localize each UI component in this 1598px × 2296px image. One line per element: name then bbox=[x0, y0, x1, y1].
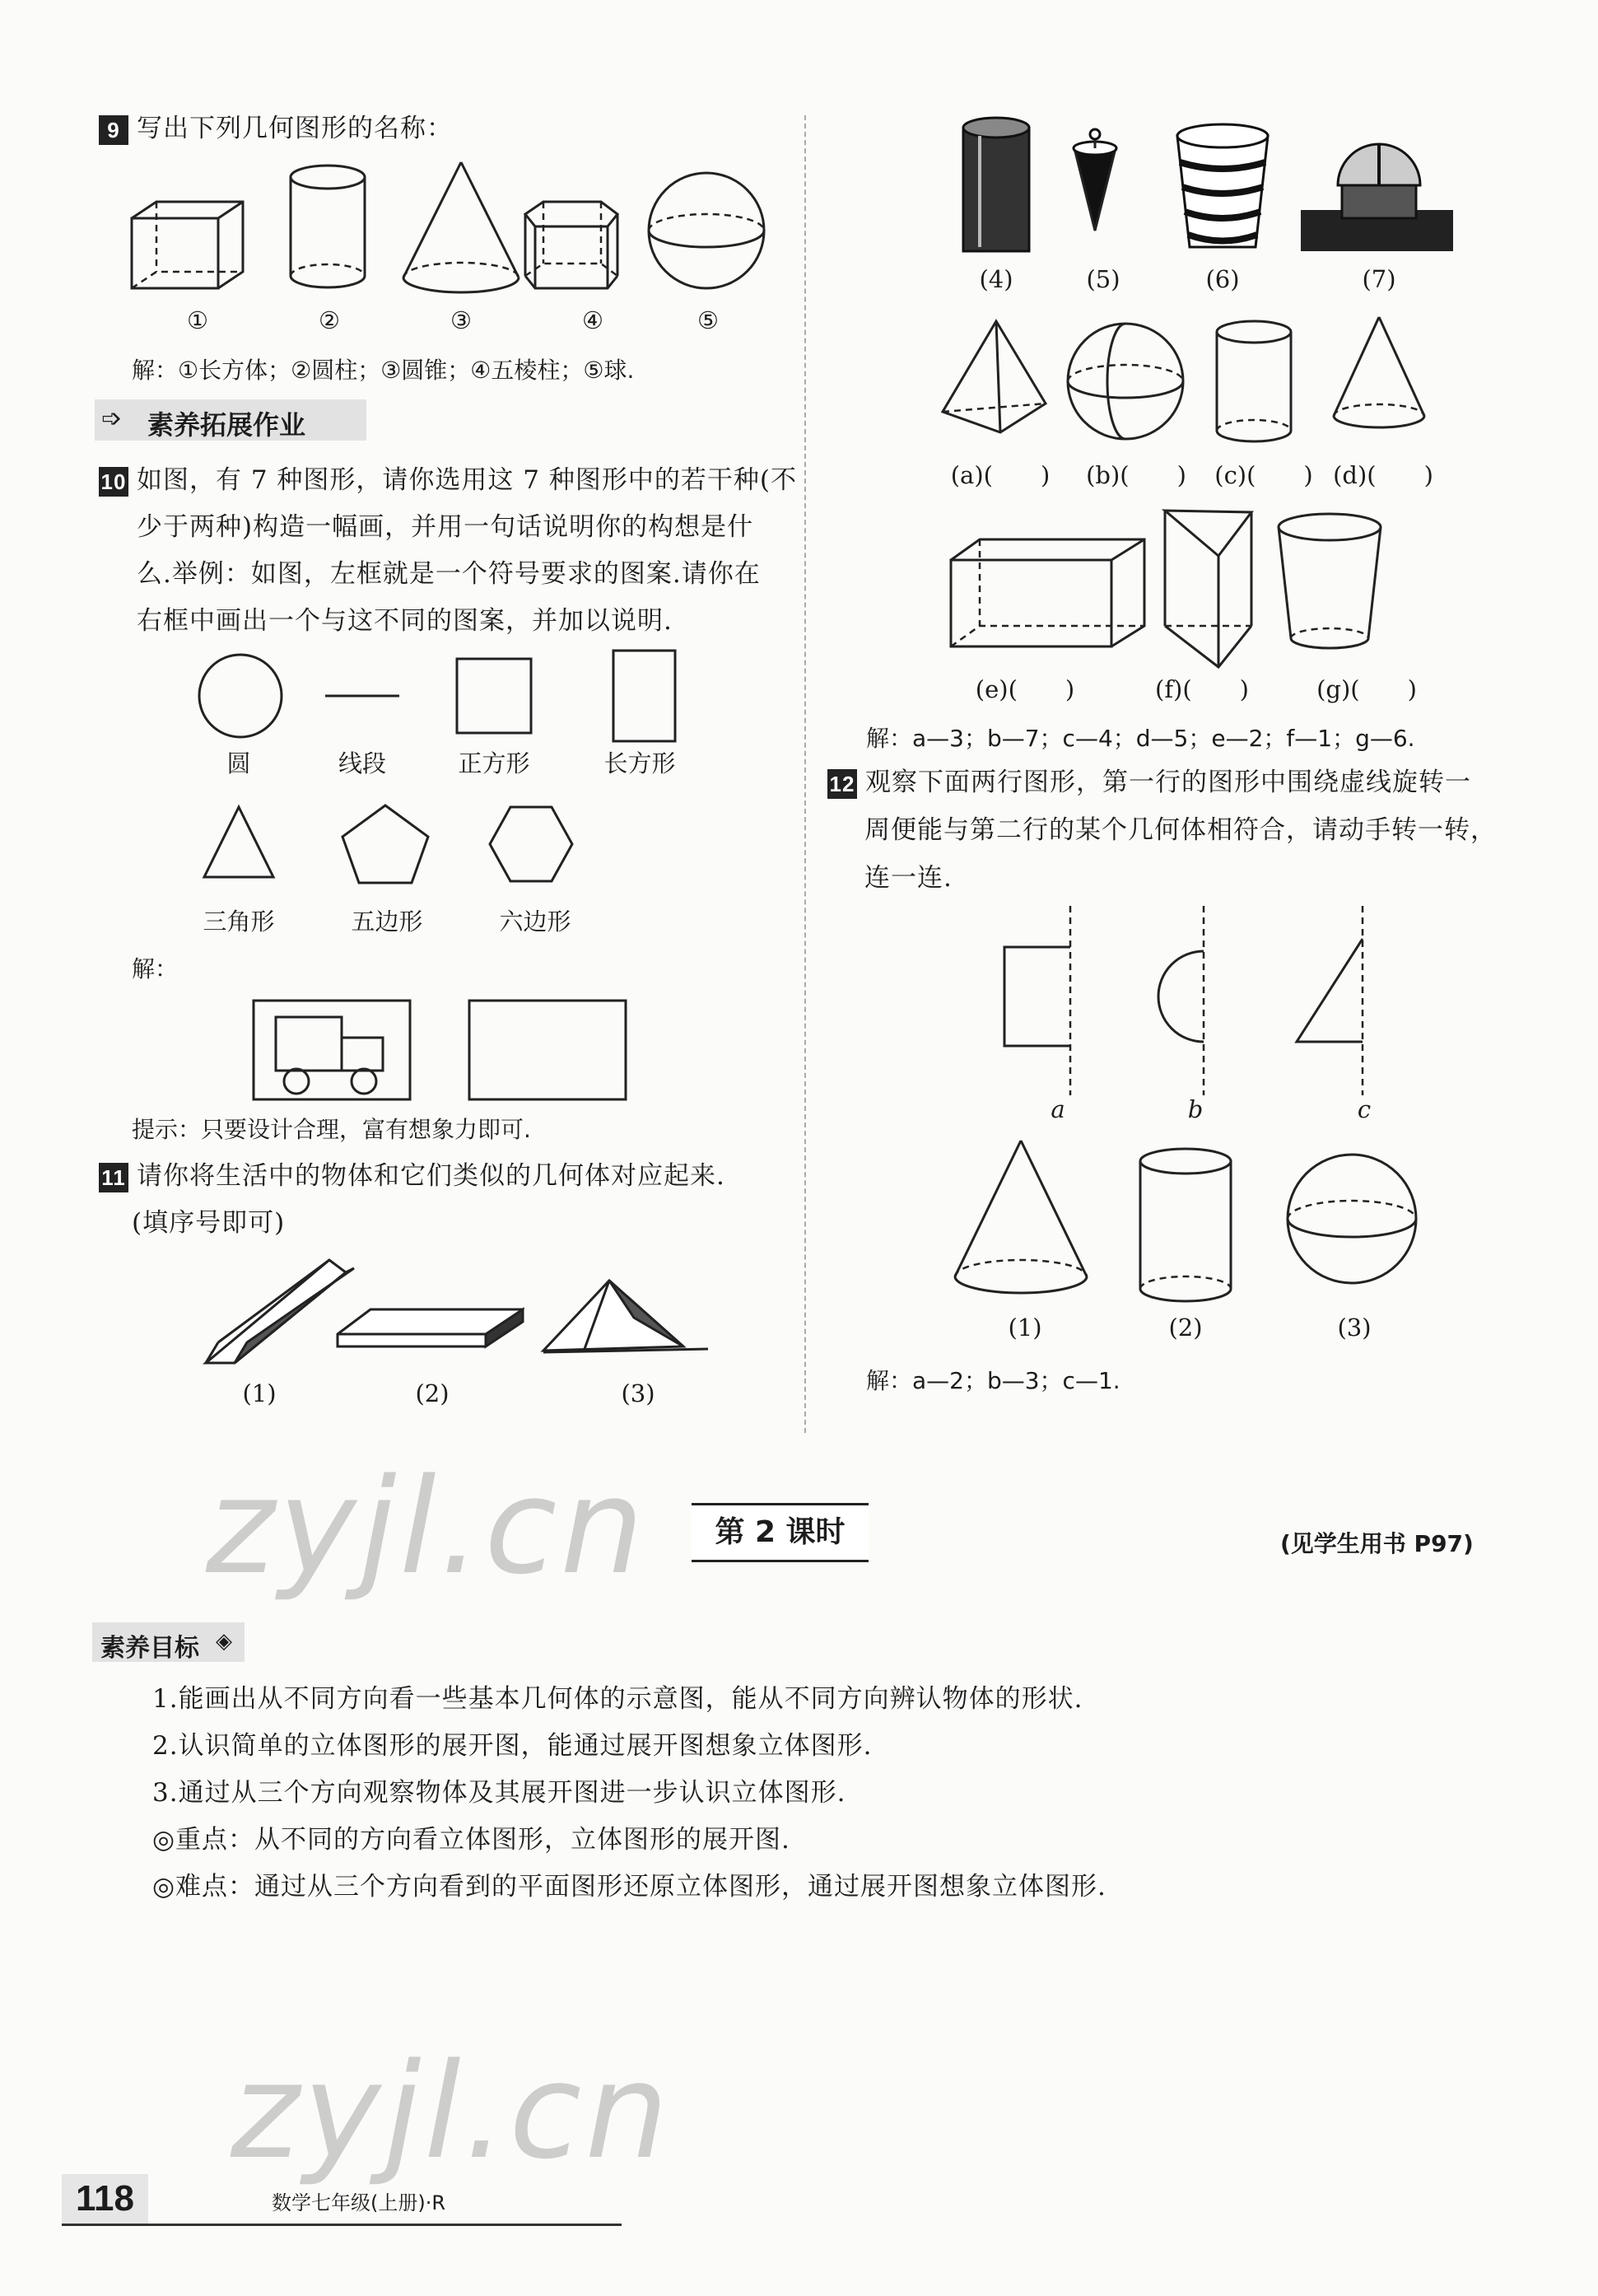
cone-figure bbox=[403, 162, 519, 292]
cone-solid bbox=[955, 1141, 1087, 1293]
q12-line-2: 周便能与第二行的某个几何体相符合，请动手转一转， bbox=[864, 815, 1497, 845]
goals-heading-banner bbox=[92, 1622, 245, 1662]
question-number: 12 bbox=[827, 769, 857, 799]
q11-objects-right bbox=[955, 111, 1465, 259]
q9-prompt-text: 写出下列几何图形的名称： bbox=[137, 114, 453, 143]
page-number-box bbox=[62, 2174, 148, 2224]
q11-line-1 bbox=[99, 1153, 725, 1199]
arrow-icon: ➩ bbox=[101, 404, 123, 433]
section-extend-banner bbox=[95, 399, 366, 441]
q9-figures bbox=[123, 161, 782, 317]
q12-solid-label-2: (2) bbox=[1168, 1314, 1203, 1342]
q12-rotation-shapes bbox=[988, 906, 1416, 1104]
triangle-shape bbox=[204, 807, 273, 877]
q11-object-label-2: (2) bbox=[415, 1379, 450, 1407]
q9-prompt bbox=[99, 105, 453, 152]
q10-answer-label: 解： bbox=[132, 955, 179, 982]
blank-answer-frame bbox=[469, 1001, 626, 1099]
sphere-solid bbox=[1288, 1155, 1416, 1283]
cylinder-figure bbox=[291, 166, 365, 287]
q9-label-2: ② bbox=[319, 306, 340, 334]
q11-object-label-4: (4) bbox=[979, 265, 1013, 293]
q9-label-4: ④ bbox=[582, 306, 603, 334]
label-rectangle: 长方形 bbox=[603, 749, 676, 777]
q12-solids bbox=[947, 1136, 1441, 1309]
q9-label-5: ⑤ bbox=[697, 306, 719, 334]
sphere-figure bbox=[649, 173, 764, 288]
q10-line-2: 少于两种)构造一幅画，并用一句话说明你的构想是什 bbox=[137, 512, 754, 542]
q9-label-3: ③ bbox=[450, 306, 472, 334]
q11-line-2: (填序号即可) bbox=[132, 1208, 286, 1238]
diamond-arrow-icon: ◈ bbox=[216, 1629, 232, 1654]
q12-label-a: a bbox=[1051, 1095, 1065, 1123]
q12-answer: 解：a—2；b—3；c—1. bbox=[866, 1367, 1120, 1394]
truck-cab bbox=[342, 1038, 383, 1071]
label-square: 正方形 bbox=[458, 749, 530, 777]
q10-line-4: 右框中画出一个与这不同的图案，并加以说明. bbox=[137, 606, 673, 636]
watermark: zyjl.cn bbox=[231, 2034, 672, 2188]
square-shape bbox=[457, 659, 531, 733]
q11-solid-label-e: (e)( ) bbox=[975, 675, 1075, 703]
question-number: 10 bbox=[99, 467, 128, 497]
cuboid-figure bbox=[132, 202, 243, 288]
q12-label-c: c bbox=[1357, 1095, 1372, 1123]
pentagonal-prism-figure bbox=[525, 202, 617, 288]
label-circle: 圆 bbox=[226, 749, 251, 777]
label-hexagon: 六边形 bbox=[499, 908, 571, 936]
q12-line-3: 连一连. bbox=[864, 863, 953, 893]
q11-answer: 解：a—3；b—7；c—4；d—5；e—2；f—1；g—6. bbox=[866, 725, 1415, 752]
pyramid-object bbox=[543, 1281, 708, 1352]
q11-solid-label-d: (d)( ) bbox=[1333, 461, 1433, 489]
q11-object-label-1: (1) bbox=[242, 1379, 277, 1407]
goal-difficulty: ◎难点：通过从三个方向看到的平面图形还原立体图形，通过展开图想象立体图形. bbox=[152, 1872, 1106, 1902]
q10-text: 如图，有 7 种图形，请你选用这 7 种图形中的若干种(不 bbox=[137, 465, 797, 495]
q11-solid-label-b: (b)( ) bbox=[1086, 461, 1186, 489]
question-number: 11 bbox=[99, 1163, 128, 1192]
cylinder-solid bbox=[1217, 321, 1291, 441]
q11-solid-label-c: (c)( ) bbox=[1214, 461, 1313, 489]
semicircle-rotation-shape bbox=[1158, 906, 1204, 1095]
q11-objects-left bbox=[198, 1252, 724, 1375]
goal-item-1: 1.能画出从不同方向看一些基本几何体的示意图，能从不同方向辨认物体的形状. bbox=[152, 1684, 1083, 1714]
triangle-rotation-shape bbox=[1297, 906, 1363, 1095]
rectangle-rotation-shape bbox=[1004, 906, 1070, 1095]
column-divider bbox=[804, 115, 806, 1433]
circle-shape bbox=[199, 655, 282, 737]
q11-solids-row2 bbox=[947, 511, 1424, 675]
q10-line-3: 么.举例：如图，左框就是一个符号要求的图案.请你在 bbox=[137, 559, 761, 589]
q9-answer: 解：①长方体；②圆柱；③圆锥；④五棱柱；⑤球. bbox=[132, 357, 635, 384]
truck-wheel bbox=[352, 1069, 376, 1094]
q11-object-label-6: (6) bbox=[1205, 265, 1240, 293]
truck-body bbox=[276, 1017, 342, 1071]
cuboid-solid bbox=[951, 539, 1144, 646]
pentagon-shape bbox=[342, 805, 428, 883]
q11-solid-label-a: (a)( ) bbox=[950, 461, 1051, 489]
q11-object-label-5: (5) bbox=[1086, 265, 1120, 293]
label-segment: 线段 bbox=[338, 749, 386, 777]
rectangle-shape bbox=[613, 651, 675, 741]
triangular-ruler-object bbox=[206, 1260, 354, 1363]
book-title: 数学七年级(上册)·R bbox=[272, 2191, 446, 2214]
cylinder-solid bbox=[1140, 1149, 1231, 1301]
goals-heading: 素养目标 bbox=[100, 1634, 199, 1663]
q9-label-1: ① bbox=[187, 306, 208, 334]
goal-item-2: 2.认识简单的立体图形的展开图，能通过展开图想象立体图形. bbox=[152, 1731, 873, 1761]
goal-key-point: ◎重点：从不同的方向看立体图形，立体图形的展开图. bbox=[152, 1825, 790, 1855]
lesson-reference: (见学生用书 P97) bbox=[1280, 1530, 1474, 1557]
question-number: 9 bbox=[99, 115, 128, 145]
watermark: zyjl.cn bbox=[206, 1449, 647, 1603]
spinning-top-object bbox=[1074, 129, 1116, 231]
page-number: 118 bbox=[76, 2178, 134, 2219]
q11-solid-label-g: (g)( ) bbox=[1316, 675, 1417, 703]
q10-answer-frames bbox=[247, 996, 634, 1104]
q12-solid-label-3: (3) bbox=[1337, 1314, 1372, 1342]
hexagon-shape bbox=[490, 807, 572, 881]
observatory-object bbox=[1301, 144, 1453, 251]
bucket-object bbox=[1177, 124, 1268, 247]
label-pentagon: 五边形 bbox=[351, 908, 423, 936]
goal-item-3: 3.通过从三个方向观察物体及其展开图进一步认识立体图形. bbox=[152, 1778, 846, 1808]
q10-hint: 提示：只要设计合理，富有想象力即可. bbox=[132, 1116, 531, 1143]
cone-solid bbox=[1334, 317, 1424, 427]
footer-rule bbox=[62, 2224, 622, 2226]
section-extend-title: 素养拓展作业 bbox=[147, 409, 306, 441]
sphere-solid bbox=[1068, 324, 1183, 439]
pyramid-solid bbox=[943, 321, 1046, 432]
q11-object-label-7: (7) bbox=[1362, 265, 1396, 293]
q11-object-label-3: (3) bbox=[621, 1379, 655, 1407]
frustum-solid bbox=[1279, 514, 1381, 648]
q12-line-1 bbox=[827, 759, 1471, 805]
q10-line-1 bbox=[99, 457, 797, 503]
q11-solid-label-f: (f)( ) bbox=[1155, 675, 1249, 703]
label-triangle: 三角形 bbox=[203, 908, 275, 936]
barrel-object bbox=[963, 118, 1029, 251]
flat-box-object bbox=[338, 1309, 523, 1346]
q12-label-b: b bbox=[1187, 1095, 1204, 1123]
triangular-prism-solid bbox=[1165, 511, 1251, 667]
q11-solids-row1 bbox=[939, 317, 1433, 449]
lesson-title-box bbox=[692, 1503, 869, 1562]
lesson-title: 第 2 课时 bbox=[715, 1515, 846, 1549]
truck-wheel bbox=[284, 1069, 309, 1094]
q12-text: 观察下面两行图形，第一行的图形中围绕虚线旋转一 bbox=[865, 768, 1471, 797]
q12-solid-label-1: (1) bbox=[1008, 1314, 1042, 1342]
q11-text: 请你将生活中的物体和它们类似的几何体对应起来. bbox=[137, 1161, 725, 1191]
